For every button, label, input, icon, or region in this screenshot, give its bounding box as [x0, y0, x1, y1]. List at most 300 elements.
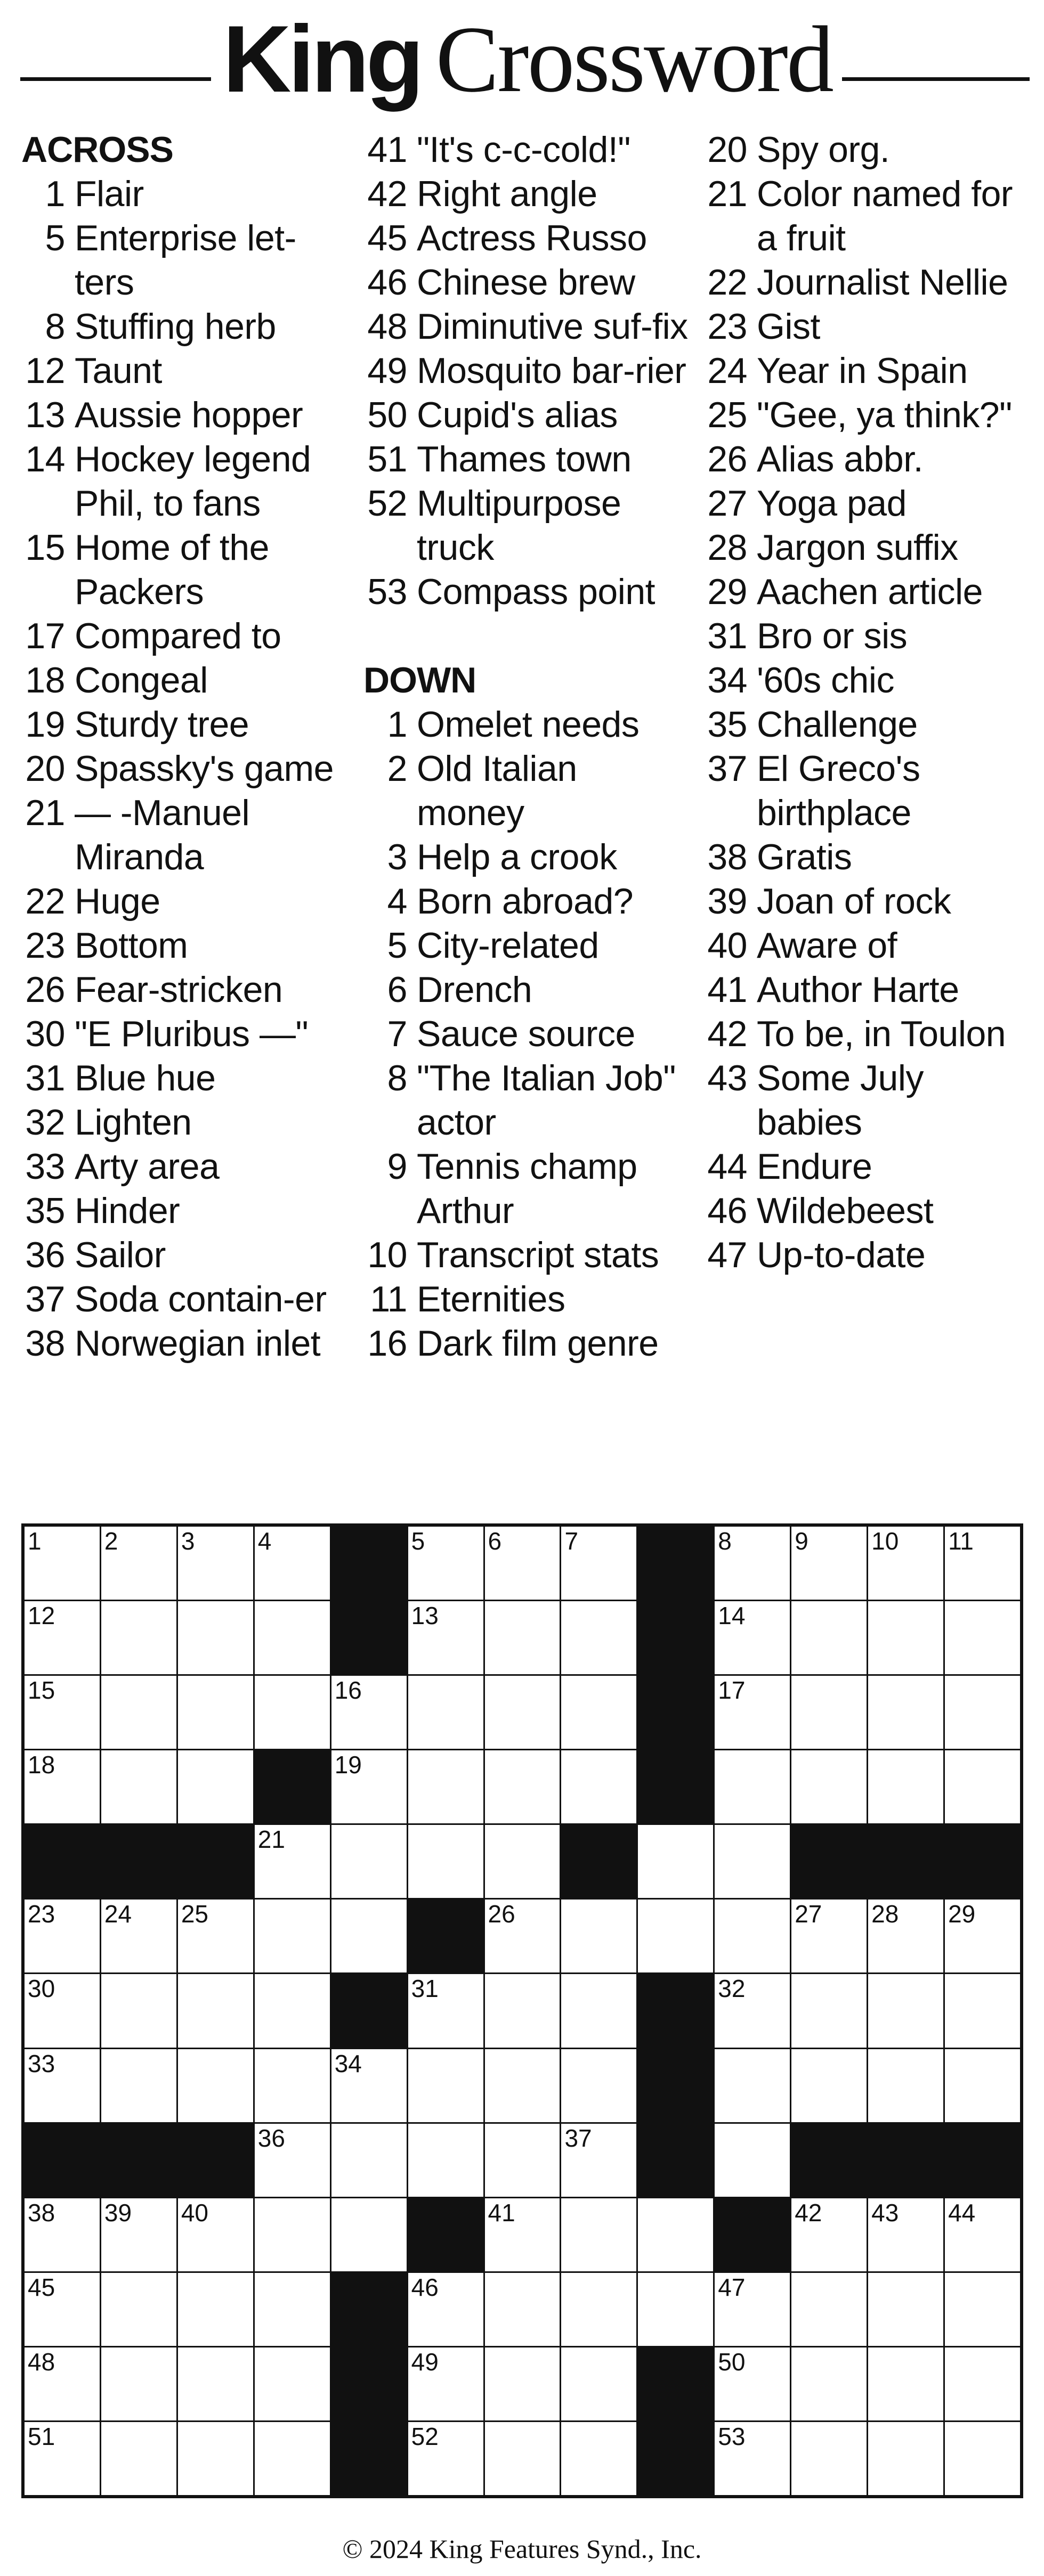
- page-title: [218, 0, 837, 112]
- clue-number: 34: [707, 660, 747, 700]
- cell-number: 34: [334, 2049, 362, 2077]
- grid-cell[interactable]: [945, 2198, 1020, 2271]
- black-square: [255, 1750, 330, 1823]
- grid-cell[interactable]: [178, 2273, 253, 2346]
- clue-number: 41: [367, 129, 407, 170]
- clue-number: 42: [367, 174, 407, 214]
- clue-number: 14: [25, 439, 65, 479]
- grid-cell[interactable]: [101, 2198, 176, 2271]
- clue-text: Spy org.: [757, 129, 890, 170]
- grid-cell[interactable]: [791, 1601, 867, 1674]
- grid-cell[interactable]: [25, 2273, 100, 2346]
- across-clue: [21, 1322, 352, 1366]
- grid-cell[interactable]: [715, 2124, 790, 2197]
- grid-cell[interactable]: [485, 1527, 560, 1600]
- clue-text: Sturdy tree: [75, 704, 249, 745]
- clue-number: 51: [367, 439, 407, 479]
- black-square: [101, 1825, 176, 1898]
- grid-cell[interactable]: [485, 1601, 560, 1674]
- clue-text: Endure: [757, 1146, 872, 1187]
- grid-cell[interactable]: [408, 2347, 483, 2420]
- grid-cell[interactable]: [485, 2422, 560, 2495]
- clue-text: Compass point: [417, 572, 655, 612]
- black-square: [868, 2124, 943, 2197]
- grid-cell[interactable]: [791, 2049, 867, 2122]
- grid-cell[interactable]: [868, 2422, 943, 2495]
- black-square: [638, 2124, 713, 2197]
- clue-text: Omelet needs: [417, 704, 640, 745]
- grid-cell[interactable]: [485, 2347, 560, 2420]
- grid-cell[interactable]: [485, 1676, 560, 1749]
- cell-number: 2: [104, 1527, 118, 1555]
- down-clue: [363, 747, 694, 835]
- grid-cell[interactable]: [561, 2124, 636, 2197]
- grid-cell[interactable]: [561, 1527, 636, 1600]
- cell-number: 14: [718, 1602, 746, 1630]
- grid-cell[interactable]: [178, 1750, 253, 1823]
- grid-cell[interactable]: [331, 1825, 407, 1898]
- clue-text: City-related: [417, 925, 599, 966]
- clue-text: Old Italian money: [417, 748, 577, 833]
- grid-cell[interactable]: [945, 1527, 1020, 1600]
- cell-number: 49: [411, 2347, 439, 2376]
- clue-text: El Greco's birthplace: [757, 748, 920, 833]
- cell-number: 40: [181, 2198, 209, 2227]
- grid-cell[interactable]: [561, 2347, 636, 2420]
- grid-cell[interactable]: [101, 2273, 176, 2346]
- grid-cell[interactable]: [25, 1601, 100, 1674]
- grid-cell[interactable]: [715, 1750, 790, 1823]
- clue-text: Some July babies: [757, 1058, 924, 1143]
- grid-cell[interactable]: [485, 1900, 560, 1972]
- grid-cell[interactable]: [178, 1676, 253, 1749]
- black-square: [638, 1601, 713, 1674]
- across-clue: [21, 924, 352, 968]
- clue-number: 6: [387, 969, 407, 1010]
- grid-cell[interactable]: [561, 1601, 636, 1674]
- black-square: [331, 1974, 407, 2047]
- title-word: Crossword: [435, 6, 832, 112]
- cell-number: 25: [181, 1900, 209, 1928]
- grid-cell[interactable]: [868, 1676, 943, 1749]
- grid-cell[interactable]: [485, 2124, 560, 2197]
- clue-text: Aachen article: [757, 572, 983, 612]
- grid-cell[interactable]: [485, 1825, 560, 1898]
- grid-cell[interactable]: [561, 2273, 636, 2346]
- clue-number: 21: [25, 793, 65, 833]
- cell-number: 11: [948, 1527, 974, 1555]
- grid-cell[interactable]: [101, 2347, 176, 2420]
- clue-text: Diminutive suf-fix: [417, 306, 688, 347]
- clue-text: Compared to: [75, 616, 281, 656]
- across-clue: [21, 1145, 352, 1189]
- across-clue: [21, 791, 352, 879]
- clue-number: 37: [25, 1279, 65, 1319]
- clue-text: Wildebeest: [757, 1191, 934, 1231]
- across-clue: [363, 260, 694, 305]
- grid-cell[interactable]: [638, 1825, 713, 1898]
- clue-number: 31: [25, 1058, 65, 1098]
- clue-text: Congeal: [75, 660, 208, 700]
- clue-number: 22: [707, 262, 747, 303]
- grid-cell[interactable]: [101, 1527, 176, 1600]
- grid-cell[interactable]: [25, 1676, 100, 1749]
- grid-cell[interactable]: [945, 1900, 1020, 1972]
- grid-cell[interactable]: [255, 1601, 330, 1674]
- cell-number: 36: [257, 2124, 285, 2152]
- grid-cell[interactable]: [485, 2273, 560, 2346]
- grid-cell[interactable]: [178, 1527, 253, 1600]
- black-square: [101, 2124, 176, 2197]
- clue-text: Flair: [75, 174, 144, 214]
- grid-cell[interactable]: [791, 2198, 867, 2271]
- clue-number: 42: [707, 1014, 747, 1054]
- grid-cell[interactable]: [25, 2049, 100, 2122]
- across-clue: [21, 216, 352, 305]
- down-clue: [703, 305, 1034, 349]
- grid-cell[interactable]: [945, 1974, 1020, 2047]
- grid-cell[interactable]: [408, 1527, 483, 1600]
- clue-number: 5: [387, 925, 407, 966]
- clue-text: Mosquito bar-rier: [417, 350, 686, 391]
- cell-number: 26: [488, 1900, 515, 1928]
- grid-cell[interactable]: [945, 1676, 1020, 1749]
- clue-text: Norwegian inlet: [75, 1323, 321, 1364]
- across-clue: [21, 747, 352, 791]
- grid-cell[interactable]: [561, 1900, 636, 1972]
- grid-cell[interactable]: [945, 1750, 1020, 1823]
- cell-number: 18: [28, 1751, 55, 1779]
- clue-text: Dark film genre: [417, 1323, 659, 1364]
- across-clue: [21, 1056, 352, 1100]
- grid-cell[interactable]: [331, 2049, 407, 2122]
- down-clue: [363, 1277, 694, 1322]
- clue-text: To be, in Toulon: [757, 1014, 1006, 1054]
- grid-cell[interactable]: [868, 1601, 943, 1674]
- down-clue: [363, 1145, 694, 1233]
- grid-cell[interactable]: [255, 2273, 330, 2346]
- clue-number: 2: [387, 748, 407, 789]
- grid-cell[interactable]: [178, 2198, 253, 2271]
- grid-cell[interactable]: [331, 1900, 407, 1972]
- grid-cell[interactable]: [25, 2198, 100, 2271]
- grid-cell[interactable]: [561, 1676, 636, 1749]
- grid-cell[interactable]: [101, 2049, 176, 2122]
- grid-cell[interactable]: [791, 1900, 867, 1972]
- black-square: [638, 2422, 713, 2495]
- grid-cell[interactable]: [868, 2347, 943, 2420]
- grid-cell[interactable]: [331, 1676, 407, 1749]
- black-square: [638, 2347, 713, 2420]
- black-square: [945, 2124, 1020, 2197]
- black-square: [178, 2124, 253, 2197]
- grid-cell[interactable]: [101, 1900, 176, 1972]
- grid-cell[interactable]: [791, 2422, 867, 2495]
- grid-cell[interactable]: [101, 1974, 176, 2047]
- grid-cell[interactable]: [255, 1527, 330, 1600]
- grid-cell[interactable]: [408, 1676, 483, 1749]
- grid-cell[interactable]: [331, 2124, 407, 2197]
- clue-number: 39: [707, 881, 747, 922]
- grid-cell[interactable]: [255, 1825, 330, 1898]
- grid-cell[interactable]: [945, 2422, 1020, 2495]
- clue-number: 20: [707, 129, 747, 170]
- across-clue: [21, 703, 352, 747]
- down-clue: [363, 968, 694, 1012]
- grid-cell[interactable]: [561, 2422, 636, 2495]
- grid-cell[interactable]: [101, 1750, 176, 1823]
- grid-cell[interactable]: [255, 2198, 330, 2271]
- grid-cell[interactable]: [178, 1900, 253, 1972]
- grid-cell[interactable]: [715, 1527, 790, 1600]
- grid-cell[interactable]: [791, 2347, 867, 2420]
- across-clue: [21, 879, 352, 924]
- grid-cell[interactable]: [485, 2198, 560, 2271]
- grid-cell[interactable]: [945, 2273, 1020, 2346]
- clue-text: Home of the Packers: [75, 527, 269, 612]
- grid-cell[interactable]: [868, 1974, 943, 2047]
- grid-cell[interactable]: [715, 2422, 790, 2495]
- grid-cell[interactable]: [408, 1750, 483, 1823]
- cell-number: 8: [718, 1527, 732, 1555]
- clue-text: Right angle: [417, 174, 597, 214]
- grid-cell[interactable]: [791, 2273, 867, 2346]
- cell-number: 29: [948, 1900, 976, 1928]
- down-clue: [703, 172, 1034, 260]
- grid-cell[interactable]: [255, 2124, 330, 2197]
- clue-text: Help a crook: [417, 837, 617, 877]
- across-clue: [21, 1189, 352, 1233]
- black-square: [331, 2422, 407, 2495]
- clue-text: Yoga pad: [757, 483, 907, 524]
- black-square: [638, 1750, 713, 1823]
- cell-number: 15: [28, 1676, 55, 1705]
- grid-cell[interactable]: [945, 2049, 1020, 2122]
- cell-number: 28: [871, 1900, 899, 1928]
- clue-number: 1: [45, 174, 65, 214]
- down-clue: [363, 703, 694, 747]
- grid-cell[interactable]: [255, 2347, 330, 2420]
- clue-number: 12: [25, 350, 65, 391]
- grid-cell[interactable]: [561, 1750, 636, 1823]
- grid-cell[interactable]: [485, 1974, 560, 2047]
- grid-cell[interactable]: [485, 2049, 560, 2122]
- across-clue: [363, 570, 694, 614]
- grid-cell[interactable]: [178, 2422, 253, 2495]
- clue-text: Color named for a fruit: [757, 174, 1013, 258]
- grid-cell[interactable]: [791, 1974, 867, 2047]
- down-clue: [703, 128, 1034, 172]
- down-clue: [363, 1233, 694, 1277]
- title-rule-left: [20, 77, 211, 81]
- down-heading: DOWN: [363, 660, 476, 700]
- cell-number: 13: [411, 1602, 439, 1630]
- grid-cell[interactable]: [255, 1900, 330, 1972]
- grid-cell[interactable]: [715, 1974, 790, 2047]
- grid-cell[interactable]: [561, 2049, 636, 2122]
- grid-cell[interactable]: [868, 1750, 943, 1823]
- grid-cell[interactable]: [791, 1676, 867, 1749]
- across-heading: ACROSS: [21, 129, 173, 170]
- grid-cell[interactable]: [25, 1900, 100, 1972]
- grid-cell[interactable]: [945, 2347, 1020, 2420]
- clue-number: 46: [707, 1191, 747, 1231]
- grid-cell[interactable]: [408, 2124, 483, 2197]
- clue-text: Sailor: [75, 1235, 166, 1275]
- grid-cell[interactable]: [945, 1601, 1020, 1674]
- grid-cell[interactable]: [331, 1750, 407, 1823]
- black-square: [561, 1825, 636, 1898]
- down-clue: [703, 658, 1034, 703]
- grid-cell[interactable]: [715, 1601, 790, 1674]
- clue-number: 13: [25, 395, 65, 435]
- cell-number: 45: [28, 2273, 55, 2301]
- grid-cell[interactable]: [791, 1750, 867, 1823]
- clue-number: 43: [707, 1058, 747, 1098]
- grid-cell[interactable]: [255, 2422, 330, 2495]
- down-clue: [363, 1012, 694, 1056]
- clue-text: '60s chic: [757, 660, 894, 700]
- grid-cell[interactable]: [715, 2049, 790, 2122]
- clue-number: 1: [387, 704, 407, 745]
- grid-cell[interactable]: [868, 1527, 943, 1600]
- clue-text: — -Manuel Miranda: [75, 793, 250, 877]
- cell-number: 12: [28, 1602, 55, 1630]
- grid-cell[interactable]: [638, 2273, 713, 2346]
- cell-number: 23: [28, 1900, 55, 1928]
- grid-cell[interactable]: [255, 2049, 330, 2122]
- grid-cell[interactable]: [25, 1527, 100, 1600]
- down-clue: [703, 260, 1034, 305]
- copyright-notice: © 2024 King Features Synd., Inc.: [342, 2534, 702, 2564]
- down-clue: [363, 1056, 694, 1145]
- cell-number: 53: [718, 2422, 746, 2450]
- black-square: [945, 1825, 1020, 1898]
- grid-cell[interactable]: [25, 1750, 100, 1823]
- clue-number: 37: [707, 748, 747, 789]
- down-clue: [703, 1012, 1034, 1056]
- clue-number: 52: [367, 483, 407, 524]
- grid-cell[interactable]: [715, 1900, 790, 1972]
- grid-cell[interactable]: [178, 1601, 253, 1674]
- clue-text: Hinder: [75, 1191, 180, 1231]
- grid-cell[interactable]: [715, 2347, 790, 2420]
- down-clue: [363, 1322, 694, 1366]
- grid-cell[interactable]: [791, 1527, 867, 1600]
- cell-number: 16: [334, 1676, 362, 1705]
- clue-text: Journalist Nellie: [757, 262, 1008, 303]
- grid-cell[interactable]: [255, 1676, 330, 1749]
- cell-number: 38: [28, 2198, 55, 2227]
- down-clue: [703, 924, 1034, 968]
- clue-number: 47: [707, 1235, 747, 1275]
- grid-cell[interactable]: [25, 2422, 100, 2495]
- cell-number: 6: [488, 1527, 502, 1555]
- clue-text: Jargon suffix: [757, 527, 958, 568]
- clue-number: 36: [25, 1235, 65, 1275]
- black-square: [715, 2198, 790, 2271]
- clue-number: 9: [387, 1146, 407, 1187]
- down-clue: [363, 835, 694, 879]
- across-clue: [363, 305, 694, 349]
- grid-cell[interactable]: [101, 1601, 176, 1674]
- clue-number: 15: [25, 527, 65, 568]
- grid-cell[interactable]: [408, 2273, 483, 2346]
- clue-text: Author Harte: [757, 969, 959, 1010]
- grid-cell[interactable]: [178, 1974, 253, 2047]
- grid-cell[interactable]: [408, 1974, 483, 2047]
- clue-number: 11: [370, 1279, 407, 1319]
- clue-number: 29: [707, 572, 747, 612]
- clue-number: 10: [367, 1235, 407, 1275]
- grid-cell[interactable]: [101, 1676, 176, 1749]
- grid-cell[interactable]: [408, 1601, 483, 1674]
- black-square: [178, 1825, 253, 1898]
- down-clue: [703, 968, 1034, 1012]
- grid-cell[interactable]: [485, 1750, 560, 1823]
- across-clue: [363, 128, 694, 172]
- grid-cell[interactable]: [255, 1974, 330, 2047]
- down-clue: [703, 526, 1034, 570]
- grid-cell[interactable]: [25, 2347, 100, 2420]
- across-clue: [363, 393, 694, 437]
- cell-number: 33: [28, 2049, 55, 2077]
- grid-cell[interactable]: [638, 2198, 713, 2271]
- page-header: [0, 0, 1044, 112]
- grid-cell[interactable]: [868, 2273, 943, 2346]
- clue-number: 38: [25, 1323, 65, 1364]
- clue-text: Actress Russo: [417, 218, 647, 258]
- cell-number: 10: [871, 1527, 899, 1555]
- cell-number: 46: [411, 2273, 439, 2301]
- clue-number: 31: [707, 616, 747, 656]
- grid-cell[interactable]: [715, 1676, 790, 1749]
- grid-cell[interactable]: [408, 2422, 483, 2495]
- clue-text: Year in Spain: [757, 350, 968, 391]
- clue-text: Hockey legend Phil, to fans: [75, 439, 311, 524]
- grid-cell[interactable]: [715, 2273, 790, 2346]
- grid-cell[interactable]: [408, 1825, 483, 1898]
- grid-cell[interactable]: [561, 2198, 636, 2271]
- black-square: [25, 2124, 100, 2197]
- grid-cell[interactable]: [25, 1974, 100, 2047]
- grid-cell[interactable]: [331, 2198, 407, 2271]
- grid-cell[interactable]: [408, 2049, 483, 2122]
- across-clue: [21, 658, 352, 703]
- clue-text: Gist: [757, 306, 820, 347]
- cell-number: 41: [488, 2198, 515, 2227]
- clue-number: 28: [707, 527, 747, 568]
- grid-cell[interactable]: [868, 2049, 943, 2122]
- grid-cell[interactable]: [101, 2422, 176, 2495]
- clue-number: 44: [707, 1146, 747, 1187]
- clue-text: Alias abbr.: [757, 439, 924, 479]
- across-clue: [363, 216, 694, 260]
- grid-cell[interactable]: [715, 1825, 790, 1898]
- grid-cell[interactable]: [868, 1900, 943, 1972]
- clue-number: 27: [707, 483, 747, 524]
- grid-cell[interactable]: [638, 1900, 713, 1972]
- down-clue: [703, 1233, 1034, 1277]
- cell-number: 24: [104, 1900, 132, 1928]
- grid-cell[interactable]: [868, 2198, 943, 2271]
- grid-cell[interactable]: [178, 2347, 253, 2420]
- grid-cell[interactable]: [178, 2049, 253, 2122]
- clue-text: Taunt: [75, 350, 162, 391]
- grid-cell[interactable]: [561, 1974, 636, 2047]
- cell-number: 32: [718, 1975, 746, 2003]
- cell-number: 51: [28, 2422, 55, 2450]
